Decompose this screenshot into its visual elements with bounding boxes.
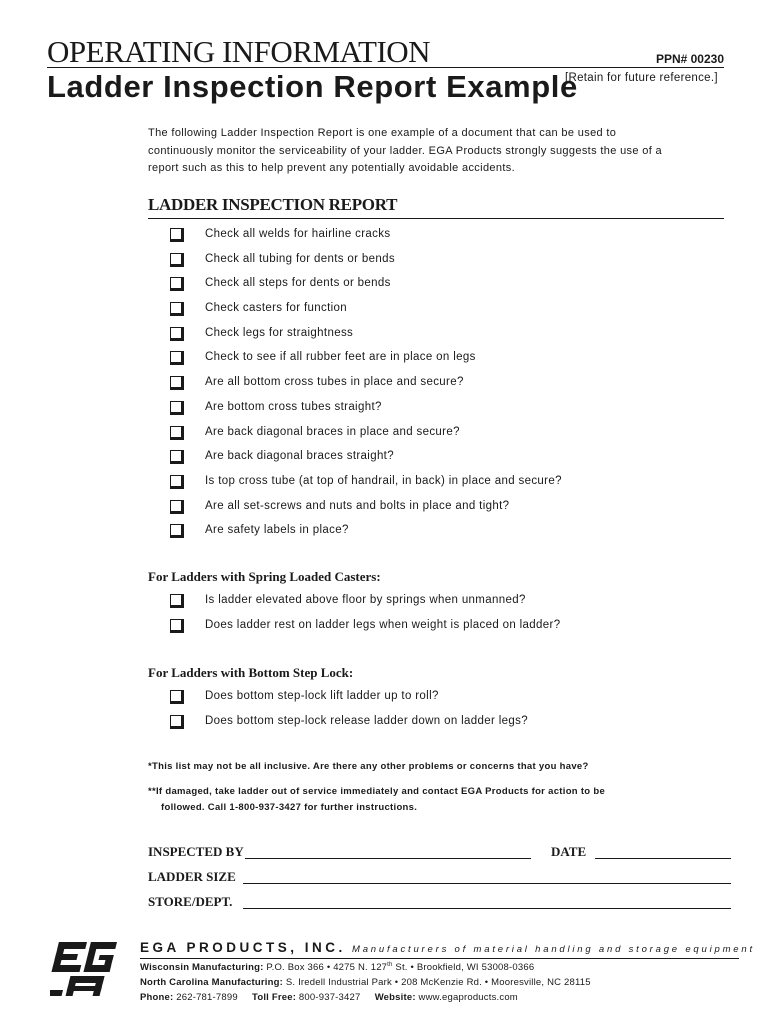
checklist-item: [170, 473, 562, 498]
checklist-item-text: Check casters for function: [205, 302, 348, 315]
spring-casters-heading: For Ladders with Spring Loaded Casters:: [148, 569, 381, 584]
bottom-step-lock-heading: For Ladders with Bottom Step Lock:: [148, 665, 354, 680]
checklist-item-text: Does bottom step-lock release ladder down on ladder legs?: [205, 714, 528, 727]
header-divider: [47, 67, 724, 68]
checklist-item: [170, 688, 528, 713]
footer-contact: [140, 992, 518, 1003]
checkbox[interactable]: [170, 277, 184, 291]
checkbox[interactable]: [170, 450, 184, 464]
retain-note: [Retain for future reference.]: [565, 72, 718, 84]
checklist-item: [170, 617, 560, 642]
checkbox[interactable]: [170, 228, 184, 242]
checklist-item-text: Is ladder elevated above floor by springs when unmanned?: [205, 594, 526, 606]
checklist-item: [170, 424, 562, 449]
bottom-step-lock-checklist: [170, 688, 528, 737]
checklist-item-text: Check to see if all rubber feet are in place on legs: [205, 351, 476, 364]
checklist-item: [170, 592, 560, 617]
header-title-operating-information: OPERATING INFORMATION: [47, 34, 431, 69]
phone-label: Phone:: [140, 992, 174, 1003]
checklist-item: [170, 522, 562, 547]
checkbox[interactable]: [170, 253, 184, 267]
wisconsin-address-sup: th: [387, 962, 393, 968]
website-link[interactable]: www.egaproducts.com: [418, 992, 518, 1003]
checklist-item: [170, 374, 562, 399]
footer-tagline: Manufacturers of material handling and storage equipment: [352, 944, 755, 955]
note-if-damaged: [148, 784, 668, 816]
checkbox[interactable]: [170, 715, 184, 729]
inspected-by-label: INSPECTED BY: [148, 844, 244, 859]
checklist-item-text: Check legs for straightness: [205, 326, 354, 339]
website-label: Website:: [374, 992, 416, 1003]
checklist-item: [170, 275, 562, 300]
inspected-by-field[interactable]: [245, 858, 531, 859]
checklist-item-text: Are back diagonal braces straight?: [205, 450, 394, 463]
checklist-item-text: Are all set-screws and nuts and bolts in place and tight?: [205, 499, 510, 512]
footer-company-name: EGA PRODUCTS, INC.: [140, 940, 346, 955]
store-dept-label: STORE/DEPT.: [148, 894, 233, 909]
checklist-item-text: Is top cross tube (at top of handrail, in back) in place and secure?: [205, 474, 562, 487]
ppn-number: PPN# 00230: [655, 52, 724, 66]
footer-divider: [140, 958, 739, 959]
note-if-damaged-line2: followed. Call 1-800-937-3427 for further instructions.: [161, 802, 418, 813]
checklist-item-text: Are back diagonal braces in place and secure?: [205, 425, 460, 438]
checklist-item-text: Does ladder rest on ladder legs when weight is placed on ladder?: [205, 618, 561, 631]
nc-label: North Carolina Manufacturing:: [140, 977, 284, 988]
wisconsin-label: Wisconsin Manufacturing:: [140, 962, 264, 974]
date-field[interactable]: [595, 858, 731, 859]
inspection-checklist: [170, 226, 562, 547]
store-dept-field[interactable]: [243, 908, 731, 909]
checklist-item: [170, 349, 562, 374]
checklist-item: [170, 448, 562, 473]
intro-paragraph: The following Ladder Inspection Report is one example of a document that can be used to continuously monitor the serviceability of your ladder. EGA Products strongly suggests the use of a report such as this to help prevent any potentially avoidable accidents.: [148, 127, 663, 174]
checkbox[interactable]: [170, 500, 184, 514]
tollfree-number: 800-937-3427: [298, 992, 361, 1003]
checklist-item-text: Check all tubing for dents or bends: [205, 252, 395, 265]
wisconsin-address-a: P.O. Box 366 • 4275 N. 127: [266, 962, 388, 974]
nc-address: S. Iredell Industrial Park • 208 McKenzie Rd. • Mooresville, NC 28115: [285, 977, 591, 988]
checkbox[interactable]: [170, 619, 184, 633]
checklist-item-text: Check all welds for hairline cracks: [205, 228, 391, 240]
ladder-size-label: LADDER SIZE: [148, 869, 236, 884]
checklist-item: [170, 325, 562, 350]
checkbox[interactable]: [170, 351, 184, 365]
spring-casters-checklist: [170, 592, 560, 641]
checklist-item-text: Check all steps for dents or bends: [205, 277, 391, 290]
checklist-item: [170, 399, 562, 424]
checkbox[interactable]: [170, 426, 184, 440]
checkbox[interactable]: [170, 401, 184, 415]
phone-number: 262-781-7899: [176, 992, 238, 1003]
checkbox[interactable]: [170, 302, 184, 316]
note-not-inclusive: *This list may not be all inclusive. Are there any other problems or concerns that you have?: [148, 761, 589, 772]
checkbox[interactable]: [170, 594, 184, 608]
footer-nc-address: [140, 977, 591, 988]
page-title: Ladder Inspection Report Example: [47, 69, 578, 104]
checkbox[interactable]: [170, 327, 184, 341]
tollfree-label: Toll Free:: [252, 992, 297, 1003]
checklist-item: [170, 300, 562, 325]
checklist-item-text: Are all bottom cross tubes in place and secure?: [205, 376, 464, 389]
ega-logo: [50, 938, 134, 1003]
checklist-item-text: Are bottom cross tubes straight?: [205, 400, 382, 413]
date-label: DATE: [551, 844, 587, 859]
wisconsin-address-b: St. • Brookfield, WI 53008-0366: [395, 962, 535, 974]
checkbox[interactable]: [170, 376, 184, 390]
checklist-item: [170, 226, 562, 251]
checkbox[interactable]: [170, 475, 184, 489]
ega-logo-mark: [50, 938, 134, 998]
checklist-item-text: Are safety labels in place?: [205, 524, 349, 537]
checklist-item: [170, 251, 562, 276]
note-if-damaged-line1: **If damaged, take ladder out of service immediately and contact EGA Products for action to be: [148, 786, 606, 797]
ladder-size-field[interactable]: [243, 883, 731, 884]
ladder-inspection-report-heading: LADDER INSPECTION REPORT: [148, 195, 398, 214]
checklist-item-text: Does bottom step-lock lift ladder up to roll?: [205, 690, 439, 702]
checklist-item: [170, 713, 528, 738]
checkbox[interactable]: [170, 524, 184, 538]
footer-wisconsin-address: [140, 962, 534, 973]
checkbox[interactable]: [170, 690, 184, 704]
section-divider: [148, 218, 724, 219]
checklist-item: [170, 498, 562, 523]
